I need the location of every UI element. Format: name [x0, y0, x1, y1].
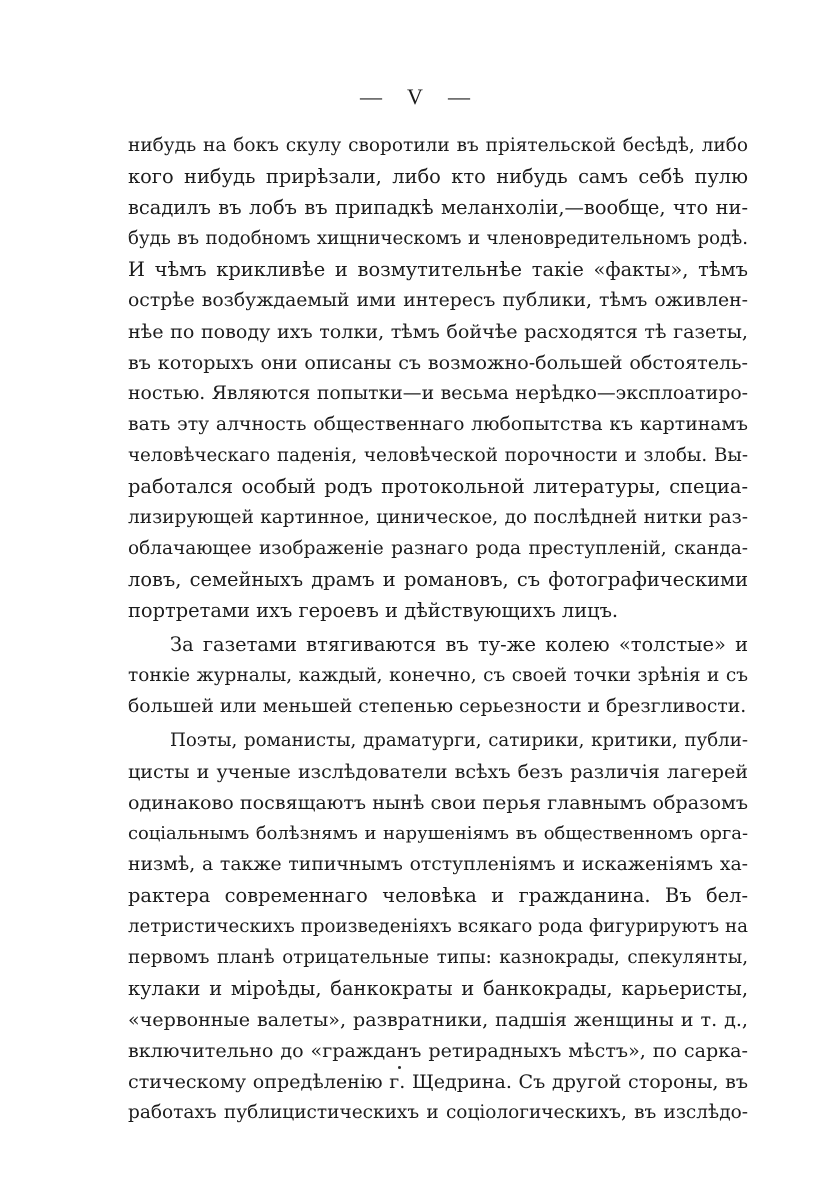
text-line: нибудь на бокъ скулу своротили въ прiятельской бесѣдѣ, либо: [128, 135, 748, 156]
text-line: большей или меньшей степенью серьезности и брезгливости.: [128, 696, 747, 717]
text-line: ловъ, семейныхъ драмъ и романовъ, съ фотографическими: [128, 568, 748, 591]
text-line: рактера современнаго человѣка и гражданина. Въ бел-: [128, 884, 748, 907]
text-line: Поэты, романисты, драматурги, сатирики, критики, публи-: [170, 730, 748, 751]
text-line: соцiальнымъ болѣзнямъ и нарушенiямъ въ общественномъ орга-: [128, 823, 748, 844]
paragraph: [128, 130, 748, 626]
text-line: вать эту алчность общественнаго любопытства къ картинамъ: [128, 414, 748, 435]
text-line: нѣе по поводу ихъ толки, тѣмъ бойчѣе расходятся тѣ газеты,: [128, 320, 748, 343]
text-line: лизирующей картинное, циническое, до послѣдней нитки раз-: [128, 507, 748, 528]
text-line: въ которыхъ они описаны съ возможно-большей обстоятель-: [128, 351, 748, 374]
page-number-header: — V —: [359, 84, 481, 109]
text-line: всадилъ въ лобъ въ припадкѣ меланхолiи,—вообще, что ни-: [128, 196, 748, 219]
text-line: низмѣ, а также типичнымъ отступленiямъ и искаженiямъ ха-: [128, 854, 748, 875]
ink-speck: [398, 1066, 401, 1069]
body-text: [128, 130, 748, 1128]
text-line: портретами ихъ героевъ и дѣйствующихъ лицъ.: [128, 599, 619, 622]
paragraph: [128, 725, 748, 1128]
text-line: летристическихъ произведенiяхъ всякаго рода фигурируютъ на: [128, 916, 748, 937]
text-line: острѣе возбуждаемый ими интересъ публики, тѣмъ оживлен-: [128, 290, 748, 311]
text-line: цисты и ученые изслѣдователи всѣхъ безъ различiя лагерей: [128, 760, 748, 783]
text-line: кого нибудь прирѣзали, либо кто нибудь самъ себѣ пулю: [128, 165, 748, 188]
text-line: одинаково посвящаютъ нынѣ свои перья главнымъ образомъ: [128, 791, 748, 814]
text-line: человѣческаго паденiя, человѣческой порочности и злобы. Вы-: [128, 445, 748, 466]
text-line: включительно до «гражданъ ретирадныхъ мѣстъ», по сарка-: [128, 1039, 748, 1062]
text-line: работахъ публицистическихъ и соцiологическихъ, въ изслѣдо-: [128, 1102, 748, 1123]
text-line: кулаки и мiроѣды, банкократы и банкокрады, карьеристы,: [128, 977, 748, 1000]
text-line: стическому опредѣленiю г. Щедрина. Съ другой стороны, въ: [128, 1070, 748, 1093]
text-line: «червонные валеты», развратники, падшiя женщины и т. д.,: [128, 1008, 748, 1031]
text-line: будь въ подобномъ хищническомъ и членовредительномъ родѣ.: [128, 228, 748, 249]
text-line: И чѣмъ крикливѣе и возмутительнѣе такiе «факты», тѣмъ: [128, 258, 748, 281]
text-line: первомъ планѣ отрицательные типы: казнокрады, спекулянты,: [128, 947, 748, 968]
paragraph: [128, 629, 748, 722]
text-line: работался особый родъ протокольной литературы, специа-: [128, 475, 748, 498]
text-line: За газетами втягиваются въ ту-же колею «толстые» и: [170, 633, 748, 656]
text-line: ностью. Являются попытки—и весьма нерѣдко—эксплоатиро-: [128, 383, 748, 404]
text-line: облачающее изображенiе разнаго рода преступленiй, скандa-: [128, 538, 748, 559]
text-line: тонкiе журналы, каждый, конечно, съ своей точки зрѣнiя и съ: [128, 665, 748, 686]
